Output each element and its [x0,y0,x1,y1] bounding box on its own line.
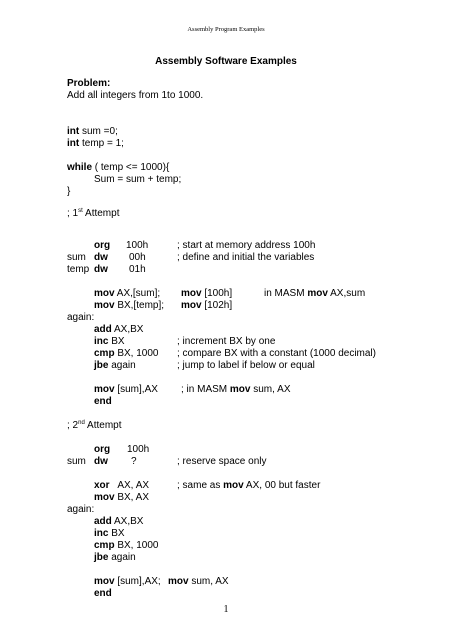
operand: 00h [129,252,146,263]
keyword: while [67,162,93,173]
label: sum [67,456,86,467]
problem-label: Problem: [67,78,111,89]
comment: ; compare BX with a constant (1000 decimal) [177,348,376,359]
keyword: int [67,126,80,137]
label: again: [67,504,95,515]
operand: ? [131,456,137,467]
attempt2-heading: ; 2nd Attempt [67,420,122,431]
instruction: mov [sum],AX; [94,576,161,587]
instruction: mov [sum],AX [94,384,158,395]
comment: ; define and initial the variables [177,252,315,263]
instruction: jbe again [94,552,136,563]
c-line-body: Sum = sum + temp; [94,174,182,185]
page-number: 1 [223,604,229,615]
comment: ; reserve space only [177,456,267,467]
c-line-while: while ( temp <= 1000){ [67,162,170,173]
directive: end [94,396,112,407]
keyword: int [67,138,80,149]
instruction: jbe again [94,360,136,371]
directive: end [94,588,112,599]
instruction: mov BX, AX [94,492,150,503]
instruction: cmp BX, 1000 [94,348,159,359]
comment: ; in MASM mov sum, AX [181,384,291,395]
operand: 01h [129,264,146,275]
label: sum [67,252,86,263]
instruction: mov BX,[temp]; [94,300,165,311]
instruction: mov AX,[sum]; [94,288,161,299]
instruction: xor AX, AX [94,480,150,491]
comment: ; jump to label if below or equal [177,360,315,371]
comment: ; start at memory address 100h [177,240,316,251]
instruction: add AX,BX [94,516,144,527]
alt-instruction: mov sum, AX [168,576,229,587]
page-header: Assembly Program Examples [187,26,265,33]
operand: 100h [127,444,150,455]
comment: ; increment BX by one [177,336,276,347]
c-line-temp: int temp = 1; [67,138,124,149]
label: again: [67,312,95,323]
directive: dw [94,456,108,467]
masm-note: in MASM mov AX,sum [264,288,366,299]
label: temp [67,264,90,275]
document-title: Assembly Software Examples [155,56,297,67]
c-line-sum: int sum =0; [67,126,118,137]
problem-text: Add all integers from 1to 1000. [67,90,204,101]
instruction: inc BX [94,528,125,539]
attempt1-heading: ; 1st Attempt [67,208,120,219]
directive: org [94,240,111,251]
directive: dw [94,252,108,263]
instruction: add AX,BX [94,324,144,335]
alt-instruction: mov [102h] [181,300,233,311]
directive: dw [94,264,108,275]
directive: org [94,444,111,455]
instruction: inc BX [94,336,125,347]
alt-instruction: mov [100h] [181,288,233,299]
instruction: cmp BX, 1000 [94,540,159,551]
comment: ; same as mov AX, 00 but faster [177,480,321,491]
operand: 100h [126,240,149,251]
c-line-close: } [67,186,71,197]
